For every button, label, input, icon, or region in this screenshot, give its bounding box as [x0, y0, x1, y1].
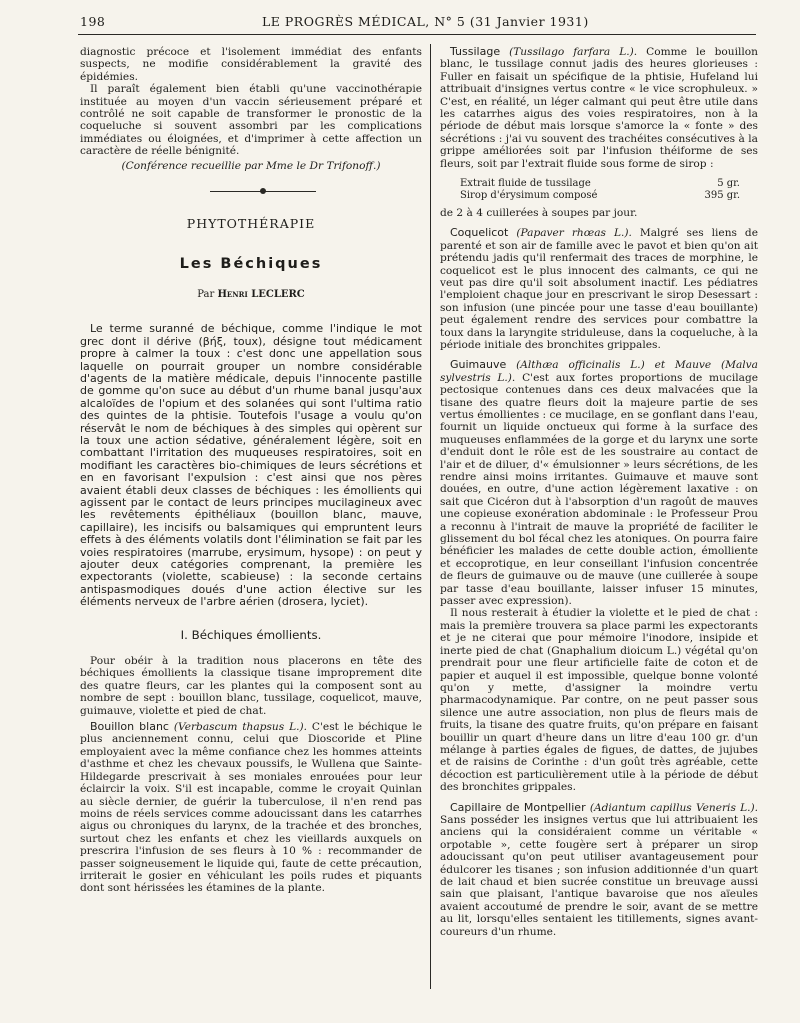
- byline-prefix: Par: [197, 288, 215, 300]
- header-rule: [78, 34, 756, 35]
- bouillon-blanc-latin: (Verbascum thapsus L.).: [173, 721, 307, 734]
- violette-paragraph: Il nous resterait à étudier la violette et le pied de chat : mais la première trouvera sa place parmi les expectorants et je ne citerai que pour mémoire l'inodore, insipide et inerte pied de chat (Gnaphalium dioicum L.) végétal qu'on prendrait pour une fleur artificielle faite de coton et de papier et auquel il est impossible, quelque bonne volonté qu'on y mette, d'assigner la moindre vertu pharmacodynamique. Par contre, on ne peut passer sous silence une autre association, non plus de fleurs mais de fruits, la tisane des quatre fruits, qu'on prépare en faisant bouillir un quart d'heure dans un litre d'eau 100 gr. d'un mélange à parties égales de figues, de dattes, de jujubes et de raisins de Corinthe : d'un goût très agréable, cette décoction est particulièrement utile à la période de début des bronchites grippales.: [440, 607, 758, 794]
- recipe-item: Extrait fluide de tussilage: [460, 178, 591, 190]
- running-title: LE PROGRÈS MÉDICAL, N° 5 (31 Janvier 1931): [262, 14, 589, 29]
- intro-paragraph: Le terme suranné de béchique, comme l'indique le mot grec dont il dérive (βήξ, toux), désigne tout médicament propre à calmer la toux : c'est donc une appellation sous laquelle on pourrait grouper un nombre considérable d'agents de la matière médicale, depuis l'innocente pastille de gomme qu'on suce au début d'un rhume banal jusqu'aux alcaloïdes de l'opium et des solanées qui sont l'ultima ratio des quintes de la phtisie. Toutefois l'usage a voulu qu'on réservât le nom de béchiques à des simples qui opèrent sur la toux une action sédative, généralement légère, soit en combattant l'irritation des muqueuses respiratoires, soit en modifiant les caractères bio-chimiques de leurs sécrétions et en en favorisant l'expulsion : c'est ainsi que nos pères avaient établi deux classes de béchiques : les émollients qui agissent par le contact de leurs principes mucilagineux avec les revêtements épithéliaux (bouillon blanc, mauve, capillaire), les incisifs ou balsamiques qui empruntent leurs effets à des éléments volatils dont l'élimination se fait par les voies respiratoires (marrube, erysimum, hysope) : on peut y ajouter deux catégories comprenant, la première les expectorants (violette, scabieuse) : la seconde certains antispasmodiques doués d'une action élective sur les éléments nerveux de l'arbre aérien (drosera, lyciet).: [80, 322, 422, 609]
- capillaire-entry: [440, 802, 758, 938]
- coquelicot-latin: (Papaver rhœas L.).: [516, 227, 632, 240]
- guimauve-name: Guimauve: [450, 358, 507, 372]
- conference-note: (Conférence recueillie par Mme le Dr Trifonoff.): [121, 159, 381, 172]
- recipe-dosage: de 2 à 4 cuillerées à soupes par jour.: [440, 206, 638, 219]
- guimauve-entry: [440, 359, 758, 607]
- recipe-item: Sirop d'érysimum composé: [460, 190, 598, 202]
- bouillon-blanc-entry: [80, 721, 422, 895]
- guimauve-latin: (Althæa officinalis L.) et Mauve (Malva sylvestris L.).: [440, 359, 758, 384]
- tussilage-latin: (Tussilago farfara L.).: [509, 46, 638, 58]
- tussilage-entry: [440, 46, 758, 170]
- capillaire-latin: (Adiantum capillus Veneris L.).: [589, 801, 759, 814]
- coquelicot-entry: [440, 227, 758, 351]
- section-heading: PHYTOTHÉRAPIE: [186, 216, 316, 232]
- recipe-qty: 5 gr.: [717, 178, 740, 190]
- sub-heading: I. Béchiques émollients.: [180, 627, 322, 642]
- byline-author: Henri LECLERC: [217, 288, 305, 300]
- right-column: [440, 46, 758, 938]
- coquelicot-text: Malgré ses liens de parenté et son air de famille avec le pavot et bien qu'on ait prétendu jadis qu'il renfermait des traces de morphine, le coquelicot est le plus innocent des calmants, ce qui ne veut pas dire qu'il soit absolument inactif. Les pédiatres l'emploient chaque jour en prescrivant le sirop Desessart : son infusion (une pincée pour une tasse d'eau bouillante) peut également rendre des services pour combattre la toux dans la laryngite striduleuse, dans la coqueluche, à la période initiale des bronchites grippales.: [440, 227, 758, 351]
- bouillon-blanc-text: C'est le béchique le plus anciennement connu, celui que Dioscoride et Pline employaient avec la même confiance chez les hommes atteints d'asthme et chez les chevaux poussifs, le Wullena que Sainte-Hildegarde prescrivait à ses moniales enrouées pour leur éclaircir la voix. S'il est incapable, comme le croyait Quinlan au siècle dernier, de guérir la tuberculose, il n'en rend pas moins de réels services comme adoucissant dans les catarrhes aigus ou chroniques du larynx, de la trachée et des bronches, surtout chez les enfants et chez les vieillards auxquels on prescrira l'infusion de ses fleurs à 10 % : recommander de passer soigneusement le liquide qui, faute de cette précaution, irriterait le gosier en véhiculant les poils rudes et piquants dont sont hérissées les étamines de la plante.: [80, 721, 423, 895]
- continued-paragraph: diagnostic précoce et l'isolement immédiat des enfants suspects, ne modifie considérablement la gravité des épidémies.: [80, 46, 422, 83]
- left-column: [80, 46, 422, 895]
- section-ornament: [80, 182, 422, 202]
- vaccine-paragraph: Il paraît également bien établi qu'une vaccinothérapie instituée au moyen d'un vaccin sérieusement préparé et contrôlé ne soit capable de transformer le pronostic de la coqueluche si souvent assombri par les complications immédiates ou éloignées, et d'imprimer à cette affection un caractère de réelle bénignité.: [80, 83, 422, 158]
- four-flowers-paragraph: Pour obéir à la tradition nous placerons en tête des béchiques émollients la classique tisane improprement dite des quatre fleurs, car les plantes qui la composent sont au nombre de sept : bouillon blanc, tussilage, coquelicot, mauve, guimauve, violette et pied de chat.: [80, 655, 422, 717]
- capillaire-text: Sans posséder les insignes vertus que lui attribuaient les anciens qui la considéraient comme un véritable « orpotable », cette fougère sert à préparer un sirop adoucissant qu'on peut utiliser avantageusement pour édulcorer les tisanes ; son infusion additionnée d'un quart de lait chaud et bien sucrée constitue un breuvage aussi sain que plaisant, l'antique bavaroise que nos aïeules avaient accoutumé de prendre le soir, avant de se mettre au lit, lorsqu'elles sentaient les titillements, signes avant-coureurs d'un rhume.: [440, 813, 758, 938]
- capillaire-name: Capillaire de Montpellier: [450, 800, 586, 814]
- bouillon-blanc-name: Bouillon blanc: [90, 720, 169, 734]
- guimauve-text: C'est aux fortes proportions de mucilage pectosique contenues dans ces deux malvacées que la tisane des quatre fleurs doit la majeure partie de ses vertus émollientes : ce mucilage, en se gonflant dans l'eau, fournit un liquide onctueux qui forme à la surface des muqueuses enflammées de la gorge et du larynx une sorte d'enduit dont le rôle est de les soustraire au contact de l'air et de diluer, d'« émulsionner » leurs sécrétions, de les rendre ainsi moins irritantes. Guimauve et mauve sont douées, en outre, d'une action légèrement laxative : on sait que Cicéron dut à l'absorption d'un ragoût de mauves une copieuse exonération abdominale : le Professeur Prou a reconnu à l'intrait de mauve la propriété de faciliter le glissement du bol fécal chez les atoniques. On pourra faire bénéficier les malades de cette double action, émolliente et eccoprotique, en leur conseillant l'infusion concentrée de fleurs de guimauve ou de mauve (une cuillerée à soupe par tasse d'eau bouillante, laisser infuser 15 minutes, passer avec expression).: [440, 371, 759, 608]
- tussilage-name: Tussilage: [450, 45, 501, 58]
- recipe-row: [460, 190, 740, 202]
- tussilage-text: Comme le bouillon blanc, le tussilage connut jadis des heures glorieuses : Fuller en faisait un spécifique de la phtisie, Hufeland lui attribuait d'insignes vertus contre « le vice scrophuleux. » C'est, en réalité, un léger calmant qui peut être utile dans les catarrhes aigus des voies respiratoires, non à la période de début mais lorsque s'amorce la « fonte » des sécrétions : j'ai vu souvent des trachéites consécutives à la grippe améliorées soit par l'infusion théiforme de ses fleurs, soit par l'extrait fluide sous forme de sirop :: [440, 46, 758, 170]
- coquelicot-name: Coquelicot: [450, 226, 509, 240]
- recipe: [460, 178, 740, 203]
- recipe-qty: 395 gr.: [704, 190, 740, 202]
- recipe-row: [460, 178, 740, 190]
- spacer: [80, 301, 422, 323]
- ornament-dot: [260, 188, 266, 194]
- byline: [80, 289, 422, 301]
- column-divider: [430, 44, 431, 989]
- page-number: 198: [80, 14, 106, 29]
- article-title: Les Béchiques: [179, 256, 323, 273]
